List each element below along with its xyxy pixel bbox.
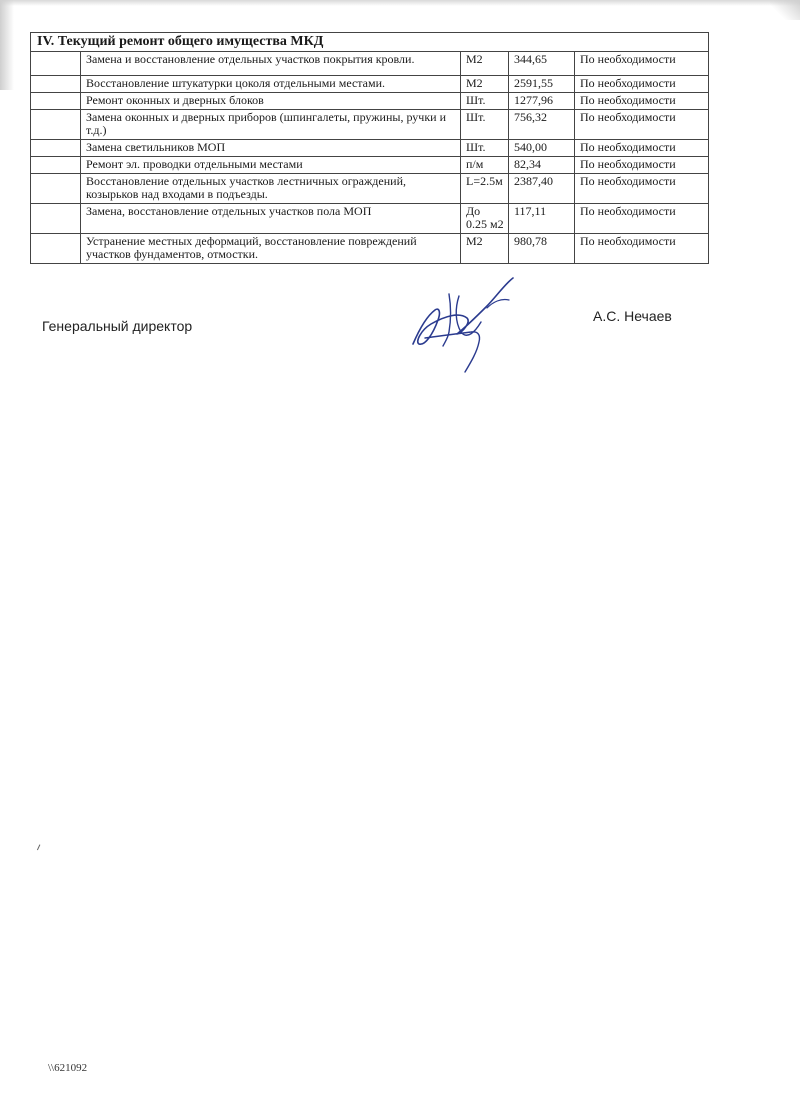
period-cell: По необходимости [575, 174, 709, 204]
repair-table [30, 32, 709, 264]
unit-cell: L=2.5м [461, 174, 509, 204]
table-row [31, 174, 709, 204]
table-row [31, 93, 709, 110]
period-cell: По необходимости [575, 93, 709, 110]
row-number-cell [31, 76, 81, 93]
table-row [31, 76, 709, 93]
unit-cell: М2 [461, 76, 509, 93]
row-number-cell [31, 174, 81, 204]
period-cell: По необходимости [575, 157, 709, 174]
scan-corner [770, 0, 800, 20]
amount-cell: 540,00 [509, 140, 575, 157]
work-name-cell: Замена светильников МОП [81, 140, 461, 157]
table-row [31, 204, 709, 234]
table-row [31, 140, 709, 157]
period-cell: По необходимости [575, 234, 709, 264]
unit-cell: До 0.25 м2 [461, 204, 509, 234]
scan-edge-top [0, 0, 800, 6]
row-number-cell [31, 52, 81, 76]
work-name-cell: Замена, восстановление отдельных участков пола МОП [81, 204, 461, 234]
row-number-cell [31, 140, 81, 157]
work-name-cell: Замена и восстановление отдельных участков покрытия кровли. [81, 52, 461, 76]
unit-cell: Шт. [461, 93, 509, 110]
work-name-cell: Восстановление отдельных участков лестничных ограждений, козырьков над входами в подъезды. [81, 174, 461, 204]
table-row [31, 110, 709, 140]
work-name-cell: Восстановление штукатурки цоколя отдельными местами. [81, 76, 461, 93]
amount-cell: 117,11 [509, 204, 575, 234]
period-cell: По необходимости [575, 76, 709, 93]
scan-speck [37, 844, 43, 851]
row-number-cell [31, 204, 81, 234]
work-name-cell: Ремонт оконных и дверных блоков [81, 93, 461, 110]
section-header-row [31, 33, 709, 52]
unit-cell: М2 [461, 234, 509, 264]
amount-cell: 344,65 [509, 52, 575, 76]
scan-edge-left [0, 0, 14, 90]
section-title: IV. Текущий ремонт общего имущества МКД [31, 33, 709, 52]
amount-cell: 82,34 [509, 157, 575, 174]
period-cell: По необходимости [575, 204, 709, 234]
row-number-cell [31, 93, 81, 110]
table-row [31, 234, 709, 264]
amount-cell: 1277,96 [509, 93, 575, 110]
unit-cell: п/м [461, 157, 509, 174]
director-position: Генеральный директор [42, 318, 193, 334]
amount-cell: 980,78 [509, 234, 575, 264]
table-row [31, 52, 709, 76]
period-cell: По необходимости [575, 140, 709, 157]
unit-cell: Шт. [461, 110, 509, 140]
amount-cell: 756,32 [509, 110, 575, 140]
signature-image [405, 272, 535, 377]
row-number-cell [31, 110, 81, 140]
period-cell: По необходимости [575, 110, 709, 140]
director-name: А.С. Нечаев [593, 308, 672, 324]
unit-cell: М2 [461, 52, 509, 76]
row-number-cell [31, 234, 81, 264]
work-name-cell: Замена оконных и дверных приборов (шпингалеты, пружины, ручки и т.д.) [81, 110, 461, 140]
work-name-cell: Устранение местных деформаций, восстановление повреждений участков фундаментов, отмостки. [81, 234, 461, 264]
table-row [31, 157, 709, 174]
period-cell: По необходимости [575, 52, 709, 76]
row-number-cell [31, 157, 81, 174]
unit-cell: Шт. [461, 140, 509, 157]
document-code: \\621092 [48, 1062, 88, 1074]
amount-cell: 2387,40 [509, 174, 575, 204]
amount-cell: 2591,55 [509, 76, 575, 93]
work-name-cell: Ремонт эл. проводки отдельными местами [81, 157, 461, 174]
